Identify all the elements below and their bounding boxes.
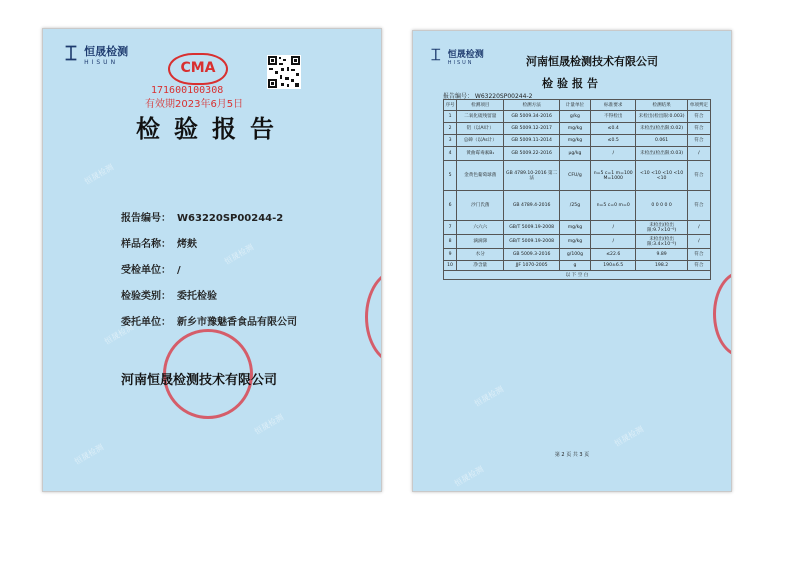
logo-sub: HISUN (84, 59, 119, 66)
watermark: 恒晟检测 (82, 162, 116, 187)
table-cell: 0 0 0 0 0 (636, 191, 687, 221)
table-cell: 符合 (687, 123, 710, 135)
table-cell: 符合 (687, 161, 710, 191)
edge-seal-stamp (713, 271, 732, 357)
table-cell: 符合 (687, 261, 710, 271)
table-cell: 符合 (687, 135, 710, 147)
table-cell: GB 5009.12-2017 (504, 123, 559, 135)
field-label: 委托单位： (121, 317, 171, 328)
issuing-company: 河南恒晟检测技术有限公司 (121, 373, 278, 388)
table-cell: 9 (444, 249, 457, 261)
cma-date: 有效期2023年6月5日 (145, 99, 244, 110)
logo-sub: HISUN (447, 60, 474, 66)
table-cell: 190±6.5 (591, 261, 636, 271)
table-cell: 符合 (687, 191, 710, 221)
table-cell: /25g (559, 191, 590, 221)
table-cell: 1 (444, 111, 457, 123)
table-row (444, 147, 711, 161)
table-cell: 滴滴涕 (457, 235, 504, 249)
table-cell: μg/kg (559, 147, 590, 161)
report-results-page (412, 30, 732, 492)
company-logo (65, 43, 128, 66)
table-cell: 符合 (687, 249, 710, 261)
field-sample-name (121, 235, 197, 250)
table-cell: 未检出(检出限:0.02) (636, 123, 687, 135)
field-label: 受检单位： (121, 265, 171, 276)
table-cell: 7 (444, 221, 457, 235)
table-row (444, 135, 711, 147)
table-cell: GB 5009.22-2016 (504, 147, 559, 161)
table-cell: GB 5009.3-2016 (504, 249, 559, 261)
table-cell: CFU/g (559, 161, 590, 191)
table-cell: 符合 (687, 111, 710, 123)
table-row (444, 221, 711, 235)
table-cell: n=5 c=0 m=0 (591, 191, 636, 221)
table-cell: 沙门氏菌 (457, 191, 504, 221)
table-cell: g (559, 261, 590, 271)
logo-brand: 恒晟检测 (447, 50, 484, 60)
table-cell: 4 (444, 147, 457, 161)
table-cell: 6 (444, 191, 457, 221)
table-cell: 3 (444, 135, 457, 147)
watermark: 恒晟检测 (472, 384, 506, 409)
table-row (444, 111, 711, 123)
watermark: 恒晟检测 (102, 322, 136, 347)
table-cell: / (687, 235, 710, 249)
table-cell: 9.89 (636, 249, 687, 261)
table-row (444, 235, 711, 249)
logo-brand: 恒晟检测 (84, 45, 129, 58)
column-header: 单项判定 (687, 100, 710, 111)
table-cell: 198.2 (636, 261, 687, 271)
table-cell: JJF 1070-2005 (504, 261, 559, 271)
table-footer-row (444, 271, 711, 280)
table-header-row (444, 100, 711, 111)
table-row (444, 249, 711, 261)
field-label: 样品名称： (121, 239, 171, 250)
table-cell: 0.061 (636, 135, 687, 147)
page-number: 第 2 页 共 3 页 (554, 452, 590, 458)
table-cell: GB 4789.4-2016 (504, 191, 559, 221)
table-cell: 水分 (457, 249, 504, 261)
table-cell: 六六六 (457, 221, 504, 235)
watermark: 恒晟检测 (252, 412, 286, 437)
table-cell: 二氧化硫残留量 (457, 111, 504, 123)
cma-number: 171600100308 (151, 85, 224, 96)
table-row (444, 123, 711, 135)
report-cover-page (42, 28, 382, 492)
field-value: 新乡市豫魅香食品有限公司 (177, 317, 297, 328)
table-cell: mg/kg (559, 235, 590, 249)
column-header: 计量单位 (559, 100, 590, 111)
report-number: 报告编号： W63220SP00244-2 (443, 93, 533, 100)
table-cell: / (687, 147, 710, 161)
watermark: 恒晟检测 (612, 424, 646, 449)
column-header: 序号 (444, 100, 457, 111)
watermark: 恒晟检测 (452, 464, 486, 489)
field-value: 烤麸 (177, 239, 197, 250)
table-cell: 总砷（以As计） (457, 135, 504, 147)
table-cell: 8 (444, 235, 457, 249)
field-value: 委托检验 (177, 291, 217, 302)
table-cell: 铝（以Al计） (457, 123, 504, 135)
table-cell: <10 <10 <10 <10 <10 (636, 161, 687, 191)
qr-code-icon (267, 55, 301, 89)
table-row (444, 191, 711, 221)
table-cell: mg/kg (559, 135, 590, 147)
field-report-number (121, 209, 283, 224)
field-value: W63220SP00244-2 (177, 213, 284, 224)
field-inspection-type (121, 287, 217, 302)
table-cell: 未检出(检出限:3.4×10⁻⁶) (636, 235, 687, 249)
company-header: 河南恒晟检测技术有限公司 (526, 55, 658, 68)
cma-stamp: CMA (168, 53, 228, 85)
table-cell: / (591, 235, 636, 249)
table-cell: GB 4789.10-2016 第二法 (504, 161, 559, 191)
table-cell: 未检出(检出限:0.03) (636, 147, 687, 161)
table-cell: / (591, 147, 636, 161)
table-cell: GB/T 5009.19-2008 (504, 221, 559, 235)
watermark: 恒晟检测 (222, 242, 256, 267)
table-cell: 净含量 (457, 261, 504, 271)
table-cell: / (687, 221, 710, 235)
hisun-logo-icon: ⌶ (65, 41, 77, 65)
table-cell: 金黄色葡萄球菌 (457, 161, 504, 191)
table-cell: mg/kg (559, 221, 590, 235)
column-header: 检测方法 (504, 100, 559, 111)
table-cell: g/100g (559, 249, 590, 261)
table-cell: n=5 c=1 m=100 M=1000 (591, 161, 636, 191)
field-client (121, 313, 297, 328)
report-title: 检验报告 (542, 77, 602, 90)
table-cell: GB 5009.11-2014 (504, 135, 559, 147)
table-cell: / (591, 221, 636, 235)
table-cell: 未检出(检出限:0.003) (636, 111, 687, 123)
field-inspected-unit (121, 261, 181, 276)
column-header: 检测项目 (457, 100, 504, 111)
edge-seal-stamp (365, 269, 382, 365)
table-row (444, 161, 711, 191)
results-table (443, 99, 711, 280)
table-cell: ≤0.5 (591, 135, 636, 147)
table-cell: g/kg (559, 111, 590, 123)
column-header: 检测结果 (636, 100, 687, 111)
column-header: 标准要求 (591, 100, 636, 111)
table-cell: ≤22.6 (591, 249, 636, 261)
table-cell: GB 5009.34-2016 (504, 111, 559, 123)
watermark: 恒晟检测 (72, 442, 106, 467)
table-cell: 5 (444, 161, 457, 191)
table-cell: mg/kg (559, 123, 590, 135)
table-cell: 黄曲霉毒素B₁ (457, 147, 504, 161)
table-row (444, 261, 711, 271)
field-label: 报告编号： (121, 213, 171, 224)
table-cell: GB/T 5009.19-2008 (504, 235, 559, 249)
table-cell: 10 (444, 261, 457, 271)
report-title: 检验报告 (136, 114, 288, 143)
table-cell: ≤0.4 (591, 123, 636, 135)
field-value: / (177, 265, 181, 276)
table-cell: 未检出(检出限:9.7×10⁻⁶) (636, 221, 687, 235)
table-cell: 2 (444, 123, 457, 135)
hisun-logo-icon: ⌶ (431, 45, 441, 64)
field-label: 检验类别： (121, 291, 171, 302)
table-end-note: 以 下 空 白 (444, 271, 711, 280)
table-cell: 不得检出 (591, 111, 636, 123)
